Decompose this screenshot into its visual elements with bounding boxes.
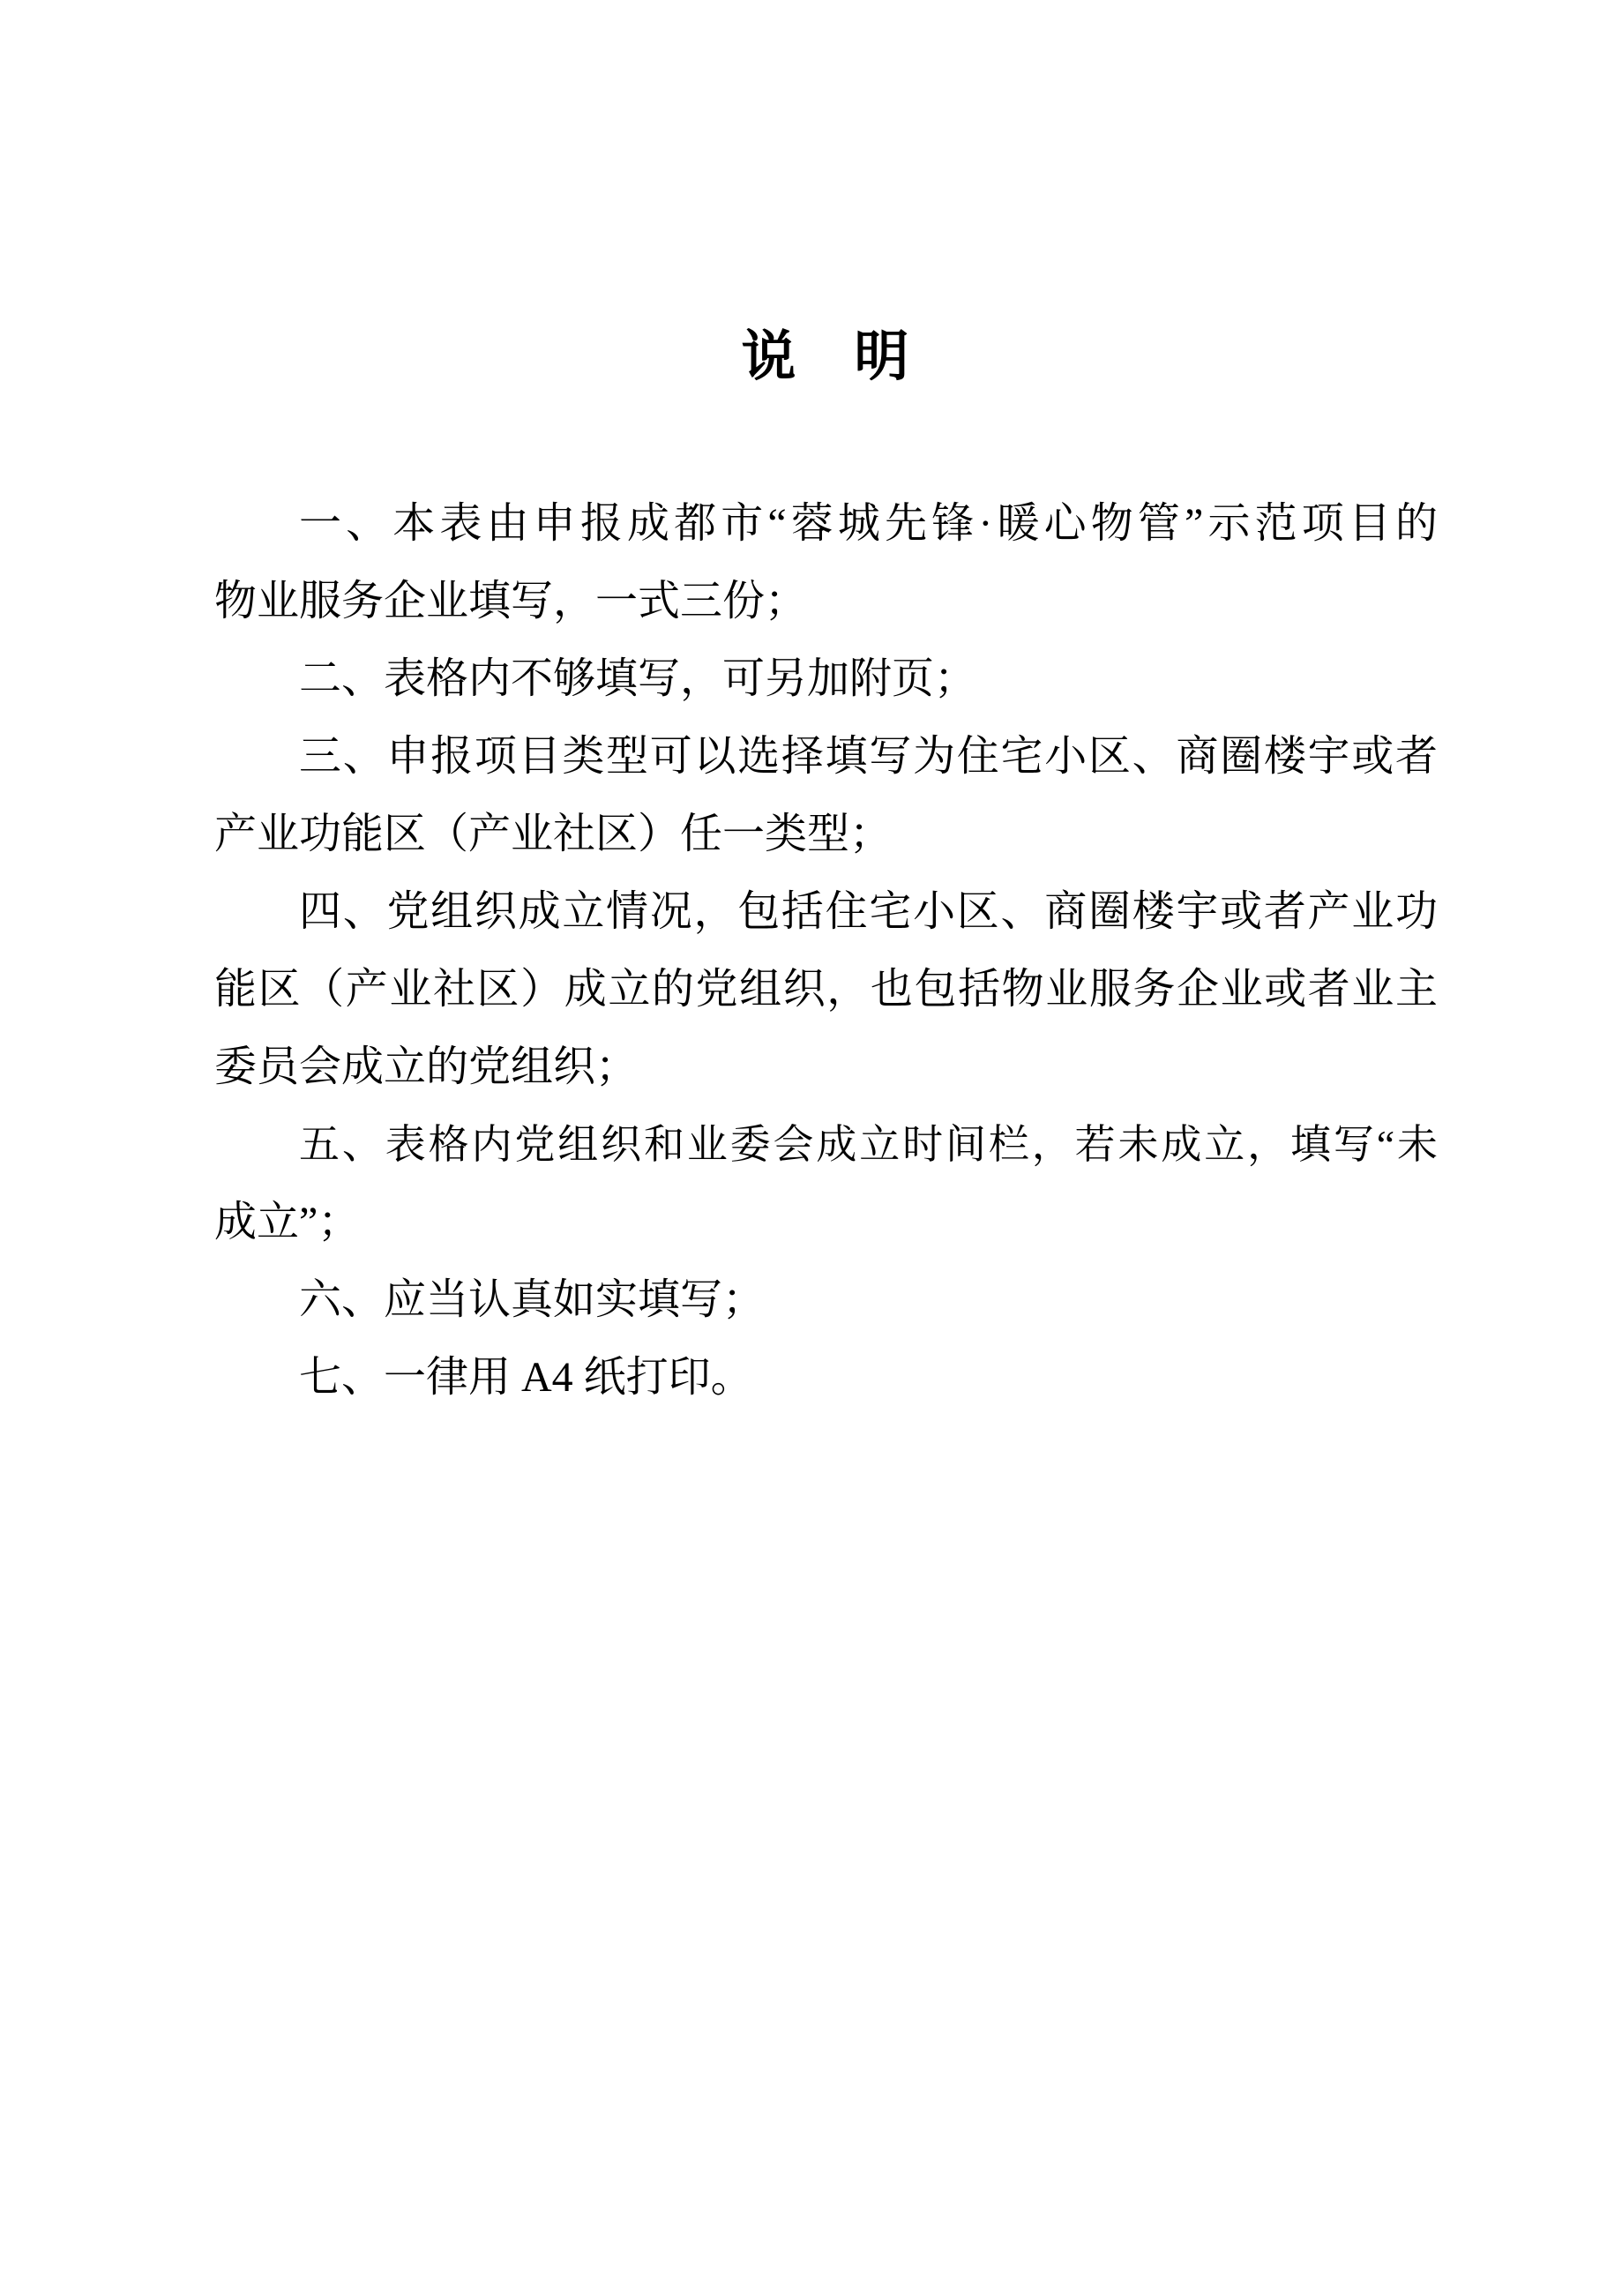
instructions-text (214, 485, 1438, 1417)
body-line: 二、表格内不够填写，可另加附页； (299, 655, 977, 702)
body-line: 五、表格内党组织和业委会成立时间栏，若未成立，填写“未 (299, 1122, 1438, 1167)
body-line: 产业功能区（产业社区）任一类型； (214, 811, 893, 857)
body-line: 一、本表由申报成都市“蓉城先锋·暖心物管”示范项目的 (299, 500, 1438, 547)
body-line: 三、申报项目类型可以选择填写为住宅小区、商圈楼宇或者 (299, 733, 1438, 780)
body-line: 成立”； (214, 1199, 361, 1245)
body-line: 六、应当认真如实填写； (299, 1276, 766, 1323)
body-line: 能区（产业社区）成立的党组织，也包括物业服务企业或者业主 (214, 966, 1438, 1013)
document-content (214, 0, 1438, 1417)
body-line: 委员会成立的党组织； (214, 1043, 639, 1090)
body-line: 四、党组织成立情况，包括住宅小区、商圈楼宇或者产业功 (299, 888, 1438, 935)
body-line: 物业服务企业填写，一式三份； (214, 578, 808, 624)
body-line: 七、一律用 A4 纸打印。 (299, 1354, 753, 1401)
document-title: 说 明 (741, 327, 911, 387)
